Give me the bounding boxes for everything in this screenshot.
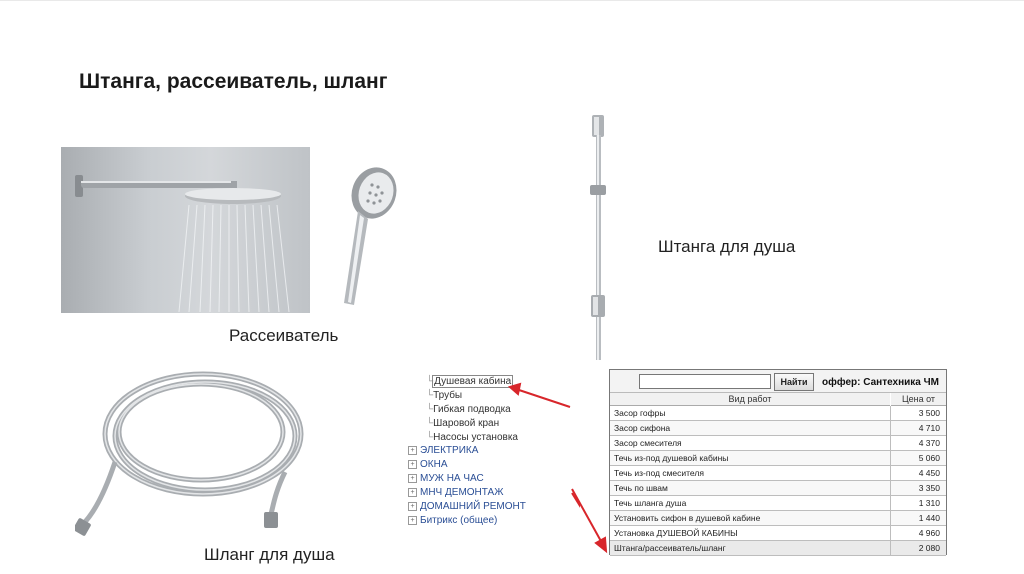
tree-item-ball-valve[interactable]: └Шаровой кран	[426, 418, 500, 429]
expand-icon[interactable]: +	[408, 446, 417, 455]
shower-rail-image	[583, 115, 613, 365]
overhead-shower-photo	[61, 147, 310, 313]
price-cell: 2 080	[918, 543, 940, 553]
tree-item-flex-connection[interactable]: └Гибкая подводка	[426, 404, 511, 415]
price-cell: 3 500	[918, 408, 940, 418]
work-type-cell: Течь по швам	[614, 483, 668, 493]
table-toolbar	[610, 370, 946, 393]
expand-icon[interactable]: +	[408, 488, 417, 497]
offer-label: оффер: Сантехника ЧМ	[822, 377, 939, 388]
table-row[interactable]	[610, 526, 946, 541]
annotation-arrow-row	[560, 485, 610, 555]
work-type-cell: Засор гофры	[614, 408, 666, 418]
shower-hose-image	[75, 362, 315, 542]
water-spray-icon	[179, 205, 289, 312]
rail-caption: Штанга для душа	[658, 237, 796, 256]
work-type-cell: Установить сифон в душевой кабине	[614, 513, 761, 523]
price-cell: 1 310	[918, 498, 940, 508]
column-header-work-type: Вид работ	[610, 393, 890, 406]
hose-caption: Шланг для душа	[204, 545, 335, 564]
price-cell: 3 350	[918, 483, 940, 493]
table-row[interactable]	[610, 481, 946, 496]
work-type-cell: Установка ДУШЕВОЙ КАБИНЫ	[614, 528, 738, 538]
overhead-shower-illustration	[61, 147, 310, 313]
search-input[interactable]	[639, 374, 771, 389]
price-cell: 4 370	[918, 438, 940, 448]
expand-icon[interactable]: +	[408, 460, 417, 469]
price-table	[609, 369, 947, 555]
work-type-cell: Штанга/рассеиватель/шланг	[614, 543, 726, 553]
column-header-price: Цена от	[891, 393, 946, 406]
table-row[interactable]	[610, 496, 946, 511]
price-cell: 4 450	[918, 468, 940, 478]
tree-item-pipes[interactable]: └Трубы	[426, 390, 463, 401]
work-type-cell: Засор сифона	[614, 423, 671, 433]
expand-icon[interactable]: +	[408, 516, 417, 525]
table-row[interactable]	[610, 436, 946, 451]
tree-item-pumps[interactable]: └Насосы установка	[426, 432, 518, 443]
expand-icon[interactable]: +	[408, 474, 417, 483]
price-cell: 5 060	[918, 453, 940, 463]
page-title: Штанга, рассеиватель, шланг	[79, 70, 388, 93]
tree-item-shower-cabin[interactable]: └Душевая кабина	[426, 376, 512, 387]
work-type-cell: Течь из-под душевой кабины	[614, 453, 729, 463]
tree-item-bitrix[interactable]: + Битрикс (общее)	[408, 515, 497, 527]
tree-item-home-repair[interactable]: + ДОМАШНИЙ РЕМОНТ	[408, 501, 526, 513]
table-row[interactable]	[610, 466, 946, 481]
table-row[interactable]	[610, 511, 946, 526]
work-type-cell: Течь из-под смесителя	[614, 468, 704, 478]
hand-shower-image	[330, 163, 400, 313]
table-row[interactable]	[610, 406, 946, 421]
table-row[interactable]	[610, 541, 946, 556]
tree-item-windows[interactable]: + ОКНА	[408, 459, 448, 471]
table-row[interactable]	[610, 421, 946, 436]
price-cell: 1 440	[918, 513, 940, 523]
work-type-cell: Засор смесителя	[614, 438, 682, 448]
price-cell: 4 960	[918, 528, 940, 538]
tree-item-electrics[interactable]: + ЭЛЕКТРИКА	[408, 445, 478, 457]
arrow-to-shower-cabin-icon	[516, 389, 570, 407]
work-type-cell: Течь шланга душа	[614, 498, 687, 508]
top-divider	[0, 0, 1024, 1]
find-button[interactable]: Найти	[774, 373, 814, 391]
price-cell: 4 710	[918, 423, 940, 433]
diffuser-caption: Рассеиватель	[229, 326, 339, 345]
tree-item-dismantling[interactable]: + МНЧ ДЕМОНТАЖ	[408, 487, 503, 499]
tree-item-handyman[interactable]: + МУЖ НА ЧАС	[408, 473, 484, 485]
table-row[interactable]	[610, 451, 946, 466]
expand-icon[interactable]: +	[408, 502, 417, 511]
